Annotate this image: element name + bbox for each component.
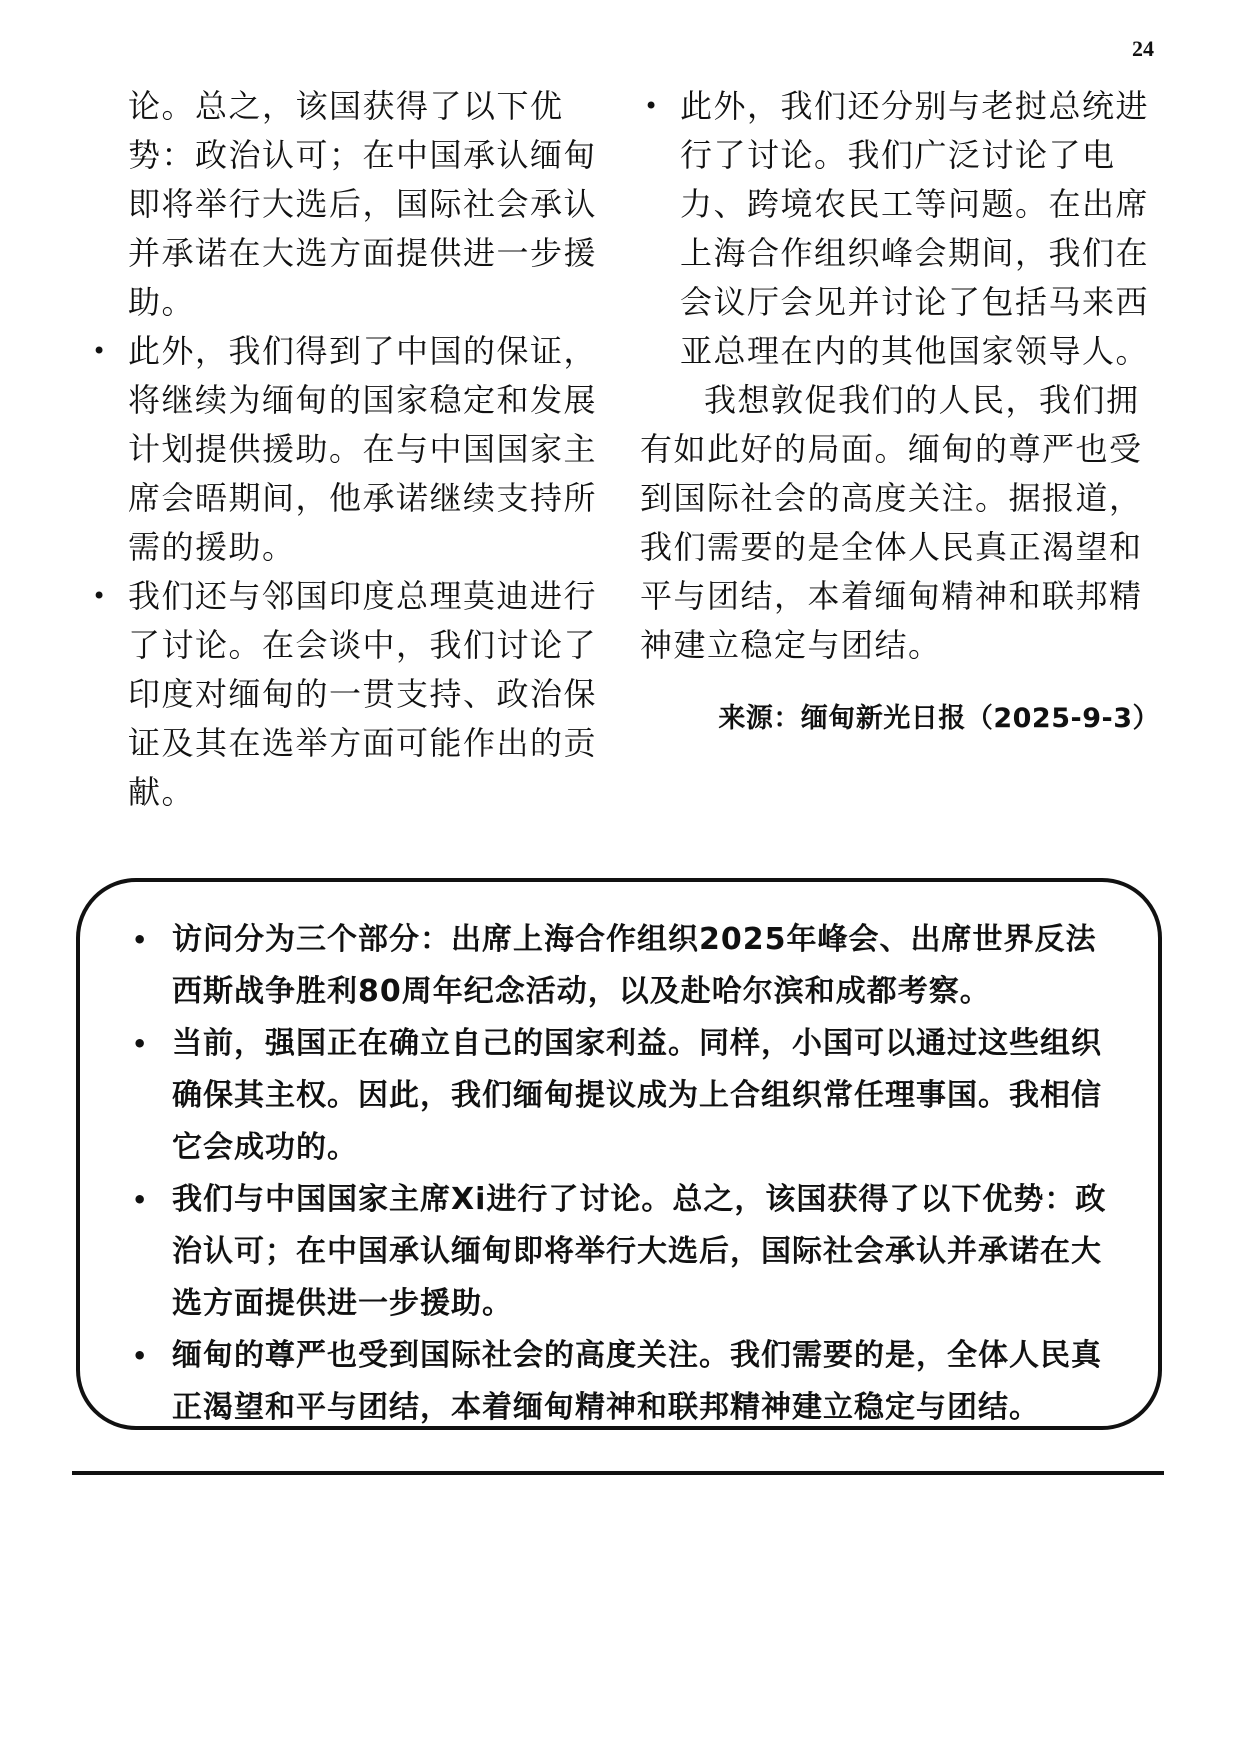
list-item: • 此外，我们得到了中国的保证，将继续为缅甸的国家稳定和发展计划提供援助。在与中国国家主席会晤期间，他承诺继续支持所需的援助。 <box>88 327 608 572</box>
body-paragraph: 我想敦促我们的人民，我们拥有如此好的局面。缅甸的尊严也受到国际社会的高度关注。据报道，我们需要的是全体人民真正渴望和平与团结，本着缅甸精神和联邦精神建立稳定与团结。 <box>640 381 1143 664</box>
source-citation: 来源：缅甸新光日报（2025-9-3） <box>718 703 1160 734</box>
page-number: 24 <box>1132 36 1154 61</box>
summary-box <box>76 878 1162 1430</box>
summary-list <box>132 914 1118 1434</box>
list-item: • 此外，我们还分别与老挝总统进行了讨论。我们广泛讨论了电力、跨境农民工等问题。在出席上海合作组织峰会期间，我们在会议厅会见并讨论了包括马来西亚总理在内的其他国家领导人。 <box>640 82 1160 376</box>
lead-continuation: 论。总之，该国获得了以下优势：政治认可；在中国承认缅甸即将举行大选后，国际社会承认并承诺在大选方面提供进一步援助。 <box>128 87 598 321</box>
summary-item: • 缅甸的尊严也受到国际社会的高度关注。我们需要的是，全体人民真正渴望和平与团结，本着缅甸精神和联邦精神建立稳定与团结。 <box>132 1330 1118 1434</box>
summary-item: • 我们与中国国家主席Xi进行了讨论。总之，该国获得了以下优势：政治认可；在中国承认缅甸即将举行大选后，国际社会承认并承诺在大选方面提供进一步援助。 <box>132 1174 1118 1330</box>
right-column <box>640 82 1160 735</box>
list-item: • 我们还与邻国印度总理莫迪进行了讨论。在会谈中，我们讨论了印度对缅甸的一贯支持、政治保证及其在选举方面可能作出的贡献。 <box>88 572 608 817</box>
right-bullet-list <box>640 82 1160 376</box>
left-bullet-list <box>88 327 608 817</box>
summary-item: • 当前，强国正在确立自己的国家利益。同样，小国可以通过这些组织确保其主权。因此，我们缅甸提议成为上合组织常任理事国。我相信它会成功的。 <box>132 1018 1118 1174</box>
horizontal-rule <box>72 1471 1164 1475</box>
summary-item: • 访问分为三个部分：出席上海合作组织2025年峰会、出席世界反法西斯战争胜利80周年纪念活动，以及赴哈尔滨和成都考察。 <box>132 914 1118 1018</box>
left-column <box>88 82 608 817</box>
